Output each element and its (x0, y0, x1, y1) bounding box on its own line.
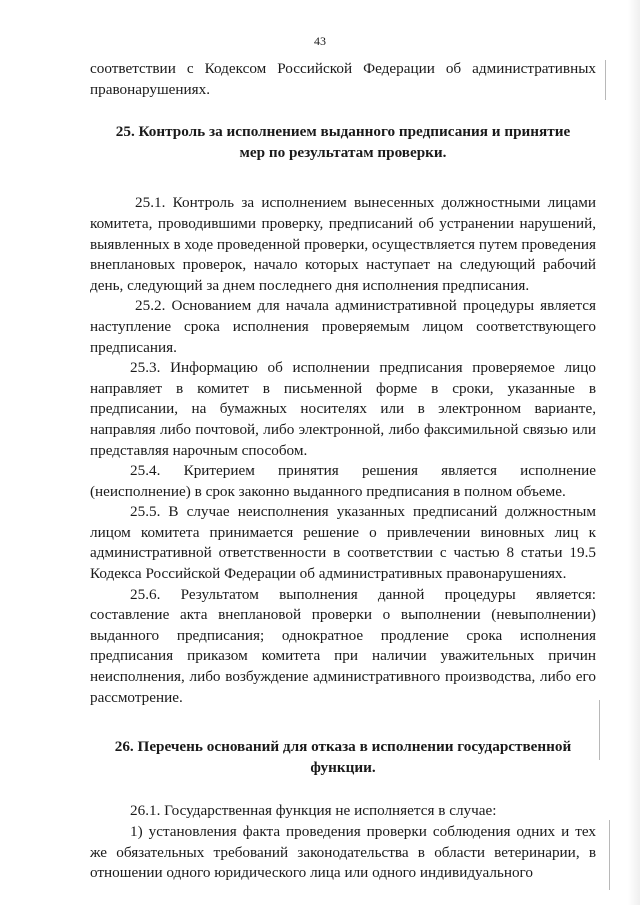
page-content (90, 59, 596, 884)
paragraph-25-6: 25.6. Результатом выполнения данной процедуры является: составление акта внеплановой проверки о выполнении (невыполнении) выданного предписания; однократное продление срока исполнения предписания приказом комитета при наличии уважительных причин неисполнения, либо возбуждение административного производства, либо его рассмотрение. (90, 585, 596, 706)
scan-shadow-edge (628, 0, 640, 905)
paragraph-26-1-item-1: 1) установления факта проведения проверки соблюдения одних и тех же обязательных требований законодательства в области ветеринарии, в отношении одного юридического лица или одного индивидуального (90, 823, 596, 882)
paragraph-26-1: 26.1. Государственная функция не исполняется в случае: (130, 802, 497, 820)
scan-artifact-line (605, 60, 606, 100)
section-25-heading: 25. Контроль за исполнением выданного предписания и принятие мер по результатам проверки. (115, 123, 571, 161)
paragraph-25-4: 25.4. Критерием принятия решения является исполнение (неисполнение) в срок законно выданного предписания в полном объеме. (90, 462, 596, 500)
paragraph-25-2: 25.2. Основанием для начала административной процедуры является наступление срока исполнения проверяемым лицом соответствующего предписания. (90, 297, 596, 356)
scan-artifact-line (609, 820, 610, 890)
scan-artifact-line (599, 700, 600, 760)
paragraph-25-1: 25.1. Контроль за исполнением вынесенных должностными лицами комитета, проводившими проверку, предписаний об устранении нарушений, выявленных в ходе проведенной проверки, осуществляется путем проведения внеплановых проверок, начало которых наступает на следующий рабочий день, следующий за днем последнего дня исполнения предписания. (90, 194, 596, 294)
section-26-heading: 26. Перечень оснований для отказа в исполнении государственной функции. (114, 738, 572, 776)
paragraph-continued: соответствии с Кодексом Российской Федерации об административных правонарушениях. (90, 60, 596, 98)
paragraph-25-5: 25.5. В случае неисполнения указанных предписаний должностным лицом комитета принимается решение о привлечении виновных лиц к административной ответственности в соответствии с частью 8 статьи 19.5 Кодекса Российской Федерации об административных правонарушениях. (90, 503, 596, 583)
page-number: 43 (314, 34, 326, 48)
paragraph-25-3: 25.3. Информацию об исполнении предписания проверяемое лицо направляет в комитет в письменной форме в сроки, указанные в предписании, на бумажных носителях или в электронном варианте, направляя либо почтовой, либо электронной, либо факсимильной связью или представляя нарочным способом. (90, 359, 596, 459)
